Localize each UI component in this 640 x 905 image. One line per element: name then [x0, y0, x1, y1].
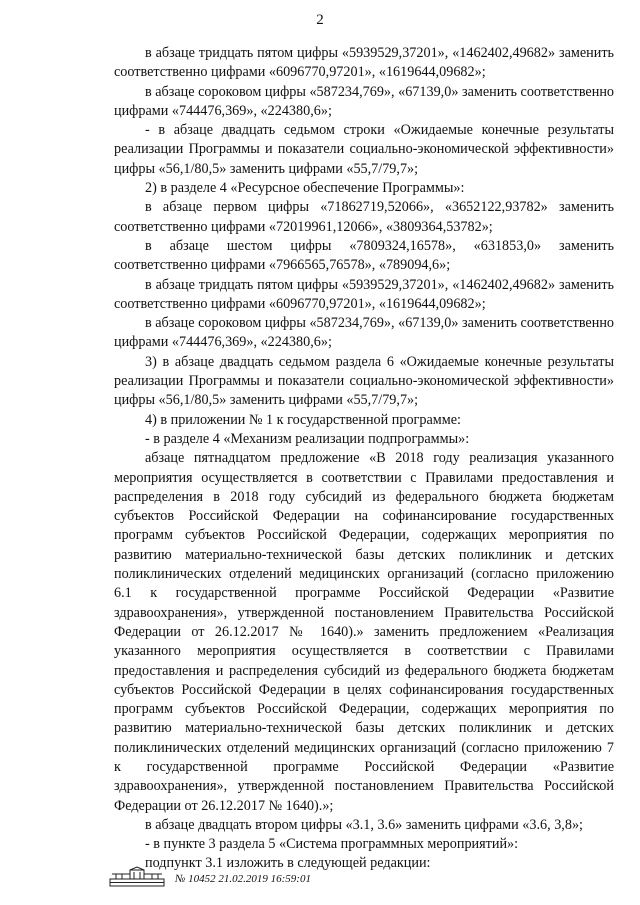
paragraph: в абзаце двадцать втором цифры «3.1, 3.6» заменить цифрами «3.6, 3,8»; — [145, 816, 583, 833]
paragraph: 4) в приложении № 1 к государственной программе: — [145, 411, 461, 428]
document-footer — [108, 866, 408, 896]
paragraph: - в пункте 3 раздела 5 «Система программных мероприятий»: — [145, 836, 519, 853]
paragraph: в абзаце тридцать пятом цифры «5939529,37201», «1462402,49682» заменить соответственно цифрами «6096770,97201», «1619644,09682»; — [114, 276, 614, 312]
paragraph: в абзаце сороковом цифры «587234,769», «67139,0» заменить соответственно цифрами «744476,369», «224380,6»; — [114, 315, 615, 351]
paragraph: в абзаце сороковом цифры «587234,769», «67139,0» заменить соответственно цифрами «744476,369», «224380,6»; — [114, 83, 615, 119]
paragraph: 3) в абзаце двадцать седьмом раздела 6 «Ожидаемые конечные результаты реализации Программы и показатели социально-экономической эффективности» цифры «56,1/80,5» заменить цифрами «55,7/79,7»; — [114, 353, 614, 409]
document-body — [114, 44, 614, 874]
paragraph: в абзаце шестом цифры «7809324,16578», «631853,0» заменить соответственно цифрами «7966565,76578», «789094,6»; — [114, 237, 614, 274]
paragraph: абзаце пятнадцатом предложение «В 2018 году реализация указанного мероприятия осуществляется в соответствии с Правилами предоставления и распределения в 2018 году субсидий из федерального бюджета бюджетам субъектов Российской Федерации на софинансирование государственных программ субъектов Российской Федерации, содержащих мероприятия по развитию материально-технической базы детских поликлиник и детских поликлинических отделений медицинских организаций (согласно приложению 6.1 к государственной программе Российской Федерации «Развитие здравоохранения», утвержденной постановлением Правительства Российской Федерации от 26.12.2017 № 1640).» заменить предложением «Реализация указанного мероприятия осуществляется в соответствии с Правилами предоставления и распределения субсидий из федерального бюджета бюджетам субъектов Российской Федерации в целях софинансирования государственных программ субъектов Российской Федерации, содержащих мероприятия по развитию материально-технической базы детских поликлиник и детских поликлинических отделений медицинских организаций (согласно приложению 7 к государственной программе Российской Федерации «Развитие здравоохранения», утвержденной постановлением Правительства Российской Федерации от 26.12.2017 № 1640).»; — [114, 450, 614, 814]
page-number: 2 — [316, 12, 324, 28]
paragraph: - в разделе 4 «Механизм реализации подпрограммы»: — [145, 430, 470, 447]
parliament-building-icon — [108, 866, 166, 888]
paragraph: - в абзаце двадцать седьмом строки «Ожидаемые конечные результаты реализации Программы и показатели социально-экономической эффективности» цифры «56,1/80,5» заменить цифрами «55,7/79,7»; — [114, 122, 614, 177]
paragraph: в абзаце тридцать пятом цифры «5939529,37201», «1462402,49682» заменить соответственно цифрами «6096770,97201», «1619644,09682»; — [114, 45, 614, 81]
document-id: № 10452 21.02.2019 16:59:01 — [175, 873, 311, 885]
paragraph: подпункт 3.1 изложить в следующей редакции: — [145, 855, 431, 872]
paragraph: 2) в разделе 4 «Ресурсное обеспечение Программы»: — [145, 180, 465, 197]
paragraph: в абзаце первом цифры «71862719,52066», «3652122,93782» заменить соответственно цифрами «72019961,12066», «3809364,53782»; — [114, 199, 614, 235]
